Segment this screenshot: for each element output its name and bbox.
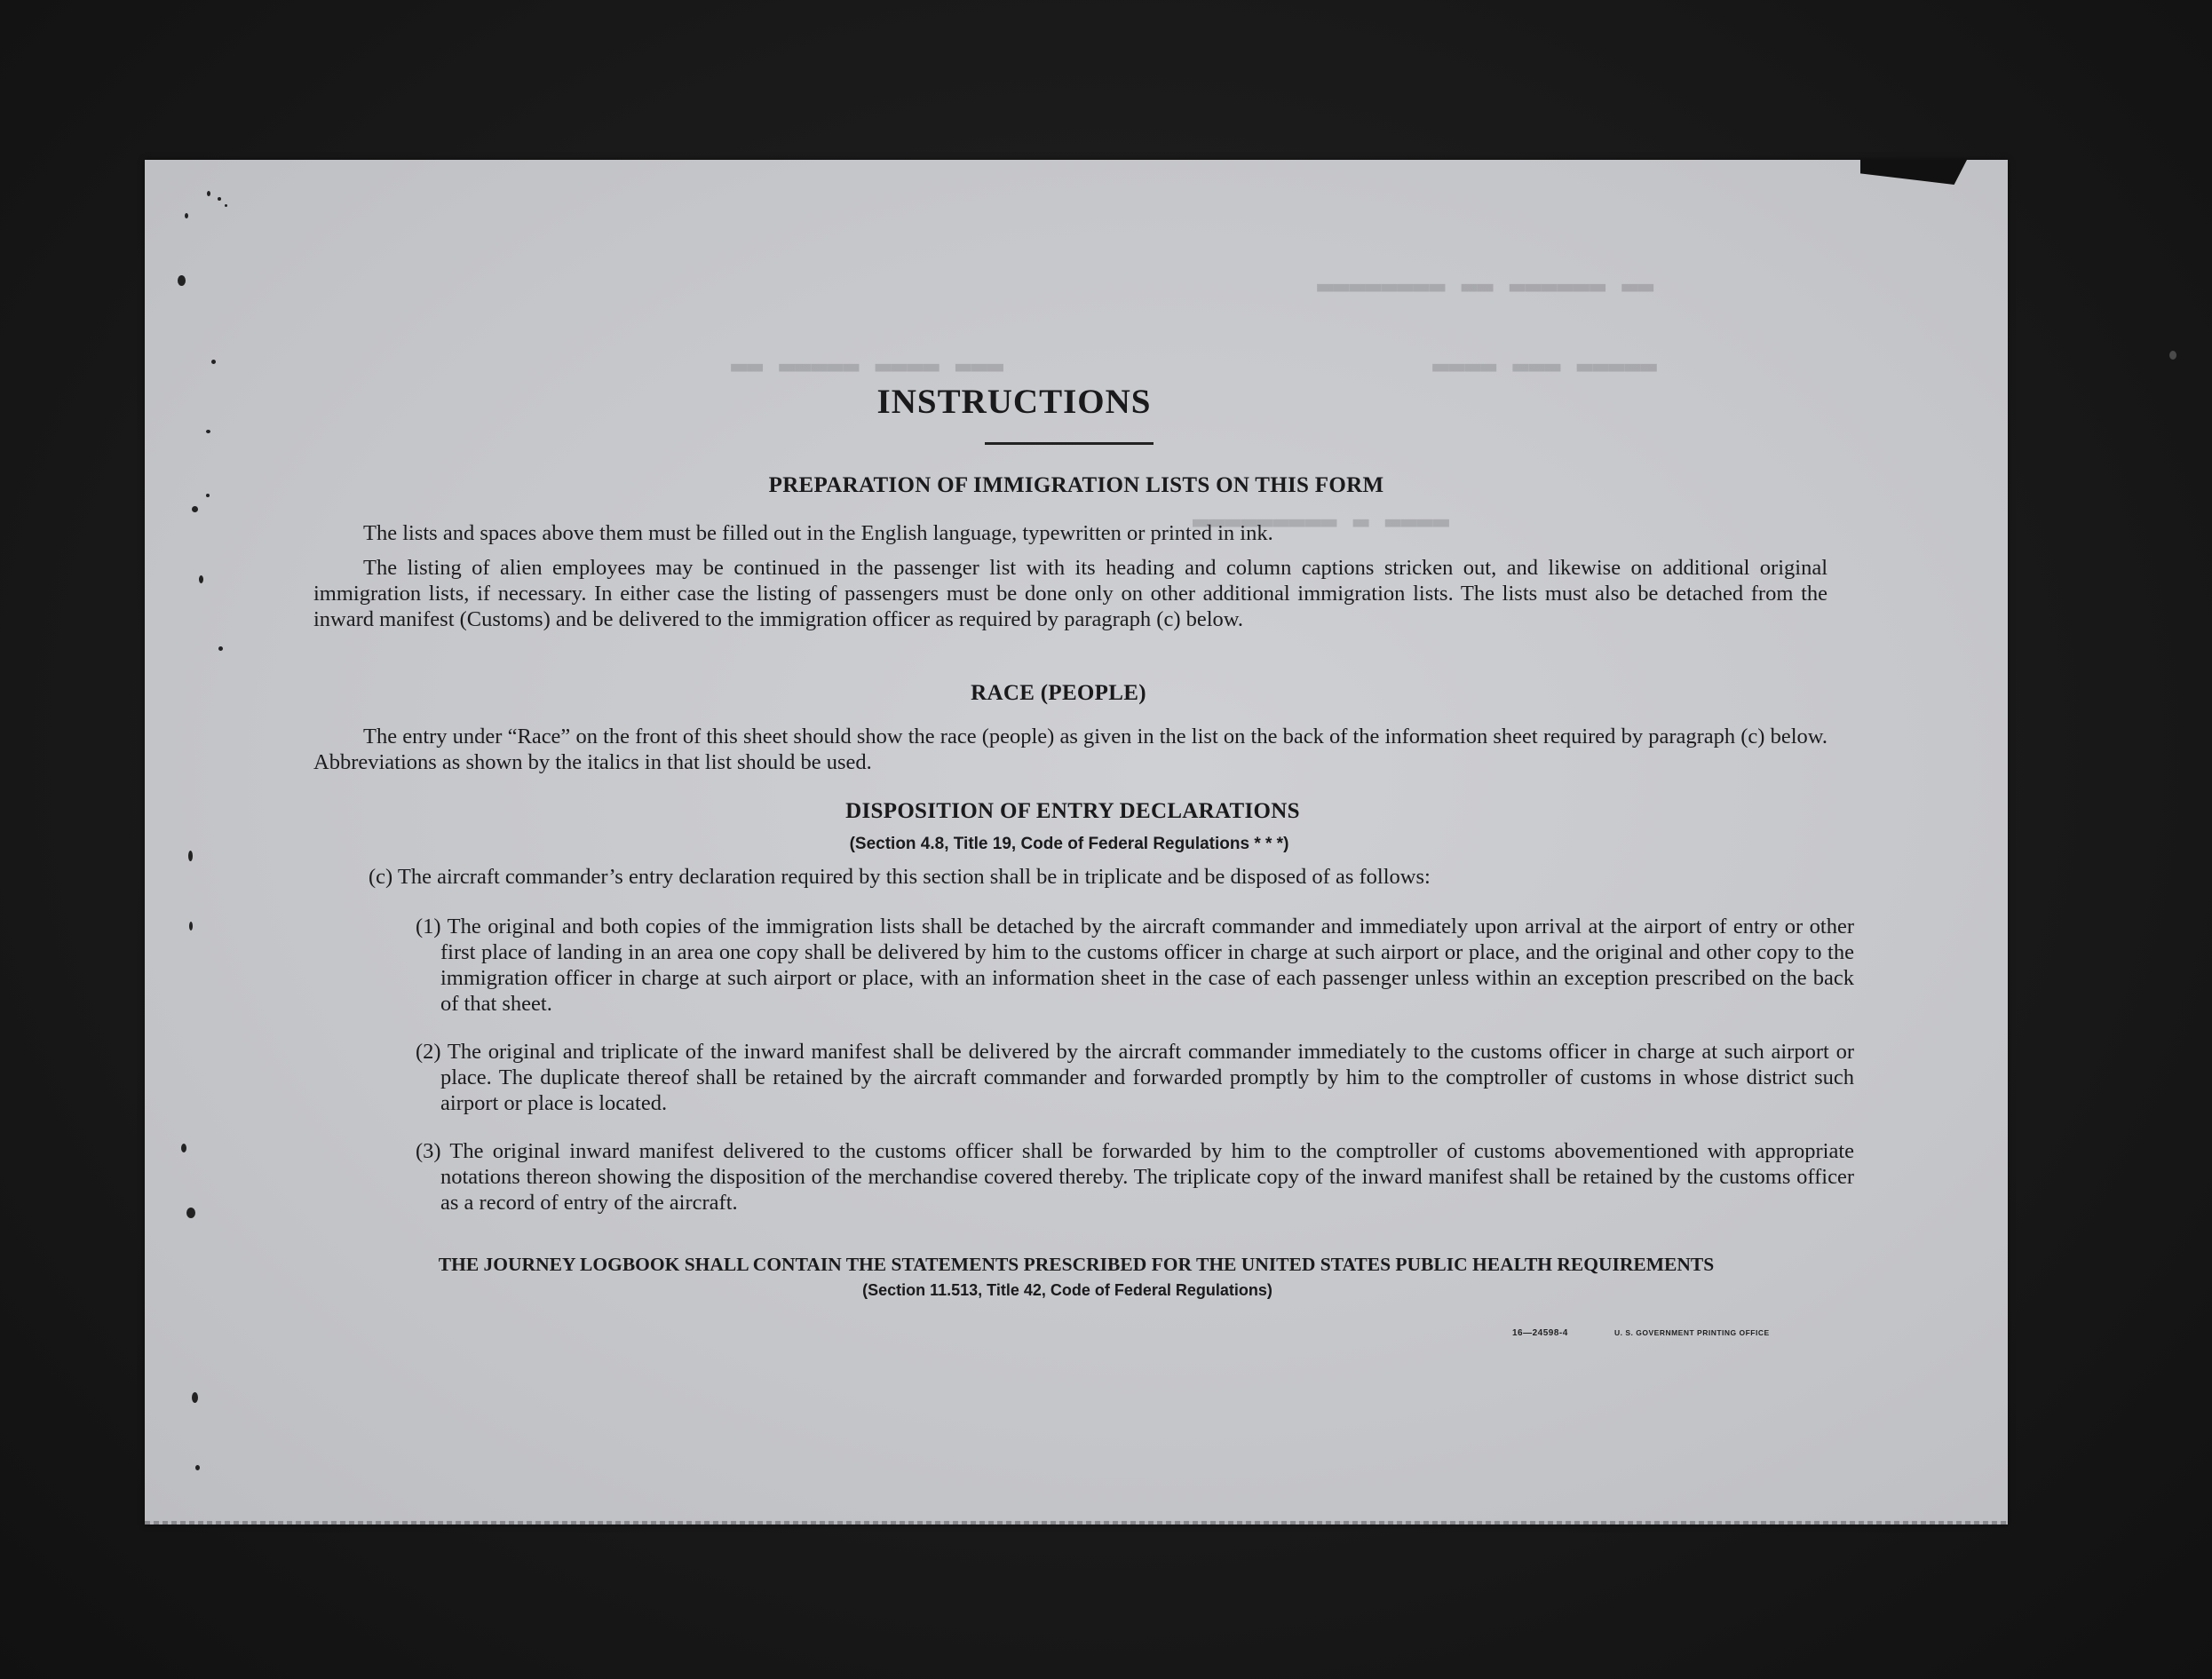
clause-c-intro: (c) The aircraft commander’s entry declaration required by this section shall be in triplicate and be disposed of as follows: [369,865,1431,889]
health-requirement-notice: THE JOURNEY LOGBOOK SHALL CONTAIN THE STATEMENTS PRESCRIBED FOR THE UNITED STATES PUBLIC HEALTH REQUIREMENTS [438,1254,1715,1275]
dust-speck [192,506,198,512]
paragraph-alien-employees: The listing of alien employees may be continued in the passenger list with its heading and column captions stricken out, and likewise on additional original immigration lists, if necessary. In either case the listing of passengers must be done only on other additional immigration lists. The lists must also be detached from the inward manifest (Customs) and be delivered to the immigration officer as required by paragraph (c) below. [313,556,1827,631]
form-number: 16—24598-4 [1512,1328,1568,1338]
section-citation: (Section 4.8, Title 19, Code of Federal Regulations * * *) [849,835,1289,853]
dust-speck [206,494,210,497]
bleed-through-mark: ▬▬▬▬ ▬ ▬▬▬▬▬▬▬▬▬ [1193,506,1449,537]
dust-speck [218,646,223,651]
health-requirement-citation: (Section 11.513, Title 42, Code of Federal Regulations) [862,1281,1272,1299]
dust-speck [206,430,210,433]
paragraph-race: The entry under “Race” on the front of this sheet should show the race (people) as given in the list on the back of the information sheet required by paragraph (c) below. Abbreviations as shown by the italics in that list should be used. [313,725,1827,774]
bleed-through-mark: ▬▬ ▬▬▬▬▬▬ ▬▬ ▬▬▬▬▬▬▬▬ [1317,271,1654,302]
dust-speck [188,851,193,861]
dust-speck [195,1465,200,1470]
section-heading-disposition: DISPOSITION OF ENTRY DECLARATIONS [845,799,1300,823]
dust-speck [181,1144,186,1152]
torn-bottom-edge [145,1521,2008,1525]
dust-speck [211,360,216,364]
clause-item-3: (3) The original inward manifest delivered to the customs officer shall be forwarded by him to the comptroller of customs abovementioned with appropriate notations thereon showing the disposition of the merchandise covered thereby. The triplicate copy of the inward manifest shall be retained by the customs officer as a record of entry of the aircraft. [416,1139,1854,1215]
dust-speck [185,213,188,218]
clause-item-1: (1) The original and both copies of the immigration lists shall be detached by the aircraft commander and immediately upon arrival at the airport of entry or other first place of landing in an area one copy shall be delivered by him to the customs officer in charge at such airport or place, and the original and other copy to the immigration officer in charge at such airport or place, with an information sheet in the case of each passenger unless within an exception prescribed on the back of that sheet. [416,915,1854,1016]
section-heading-race: RACE (PEOPLE) [971,681,1146,705]
bleed-through-mark: ▬▬▬ ▬▬▬▬ ▬▬▬▬▬ ▬▬ [731,351,1004,382]
dust-speck [2169,351,2176,360]
dust-speck [186,1208,195,1218]
dust-speck [207,191,210,196]
clause-item-2: (2) The original and triplicate of the inward manifest shall be delivered by the aircraft commander immediately to the customs officer in charge at such airport or place. The duplicate thereof shall be retained by the aircraft commander and forwarded promptly by him to the comptroller of customs in whose district such airport or place is located. [416,1040,1854,1115]
paragraph-language: The lists and spaces above them must be filled out in the English language, typewritten or printed in ink. [363,521,1273,545]
page-title: INSTRUCTIONS [876,383,1152,421]
bleed-through-mark: ▬▬▬▬▬ ▬▬▬ ▬▬▬▬ [1432,351,1657,382]
printer-imprint: U. S. GOVERNMENT PRINTING OFFICE [1614,1328,1770,1337]
title-underline [985,442,1154,445]
dust-speck [225,204,227,207]
dust-speck [192,1392,198,1403]
dust-speck [199,575,203,583]
document-sheet [145,160,2008,1525]
dust-speck [218,197,221,201]
section-heading-preparation: PREPARATION OF IMMIGRATION LISTS ON THIS FORM [768,473,1384,497]
dust-speck [178,275,186,286]
dust-speck [189,922,193,931]
